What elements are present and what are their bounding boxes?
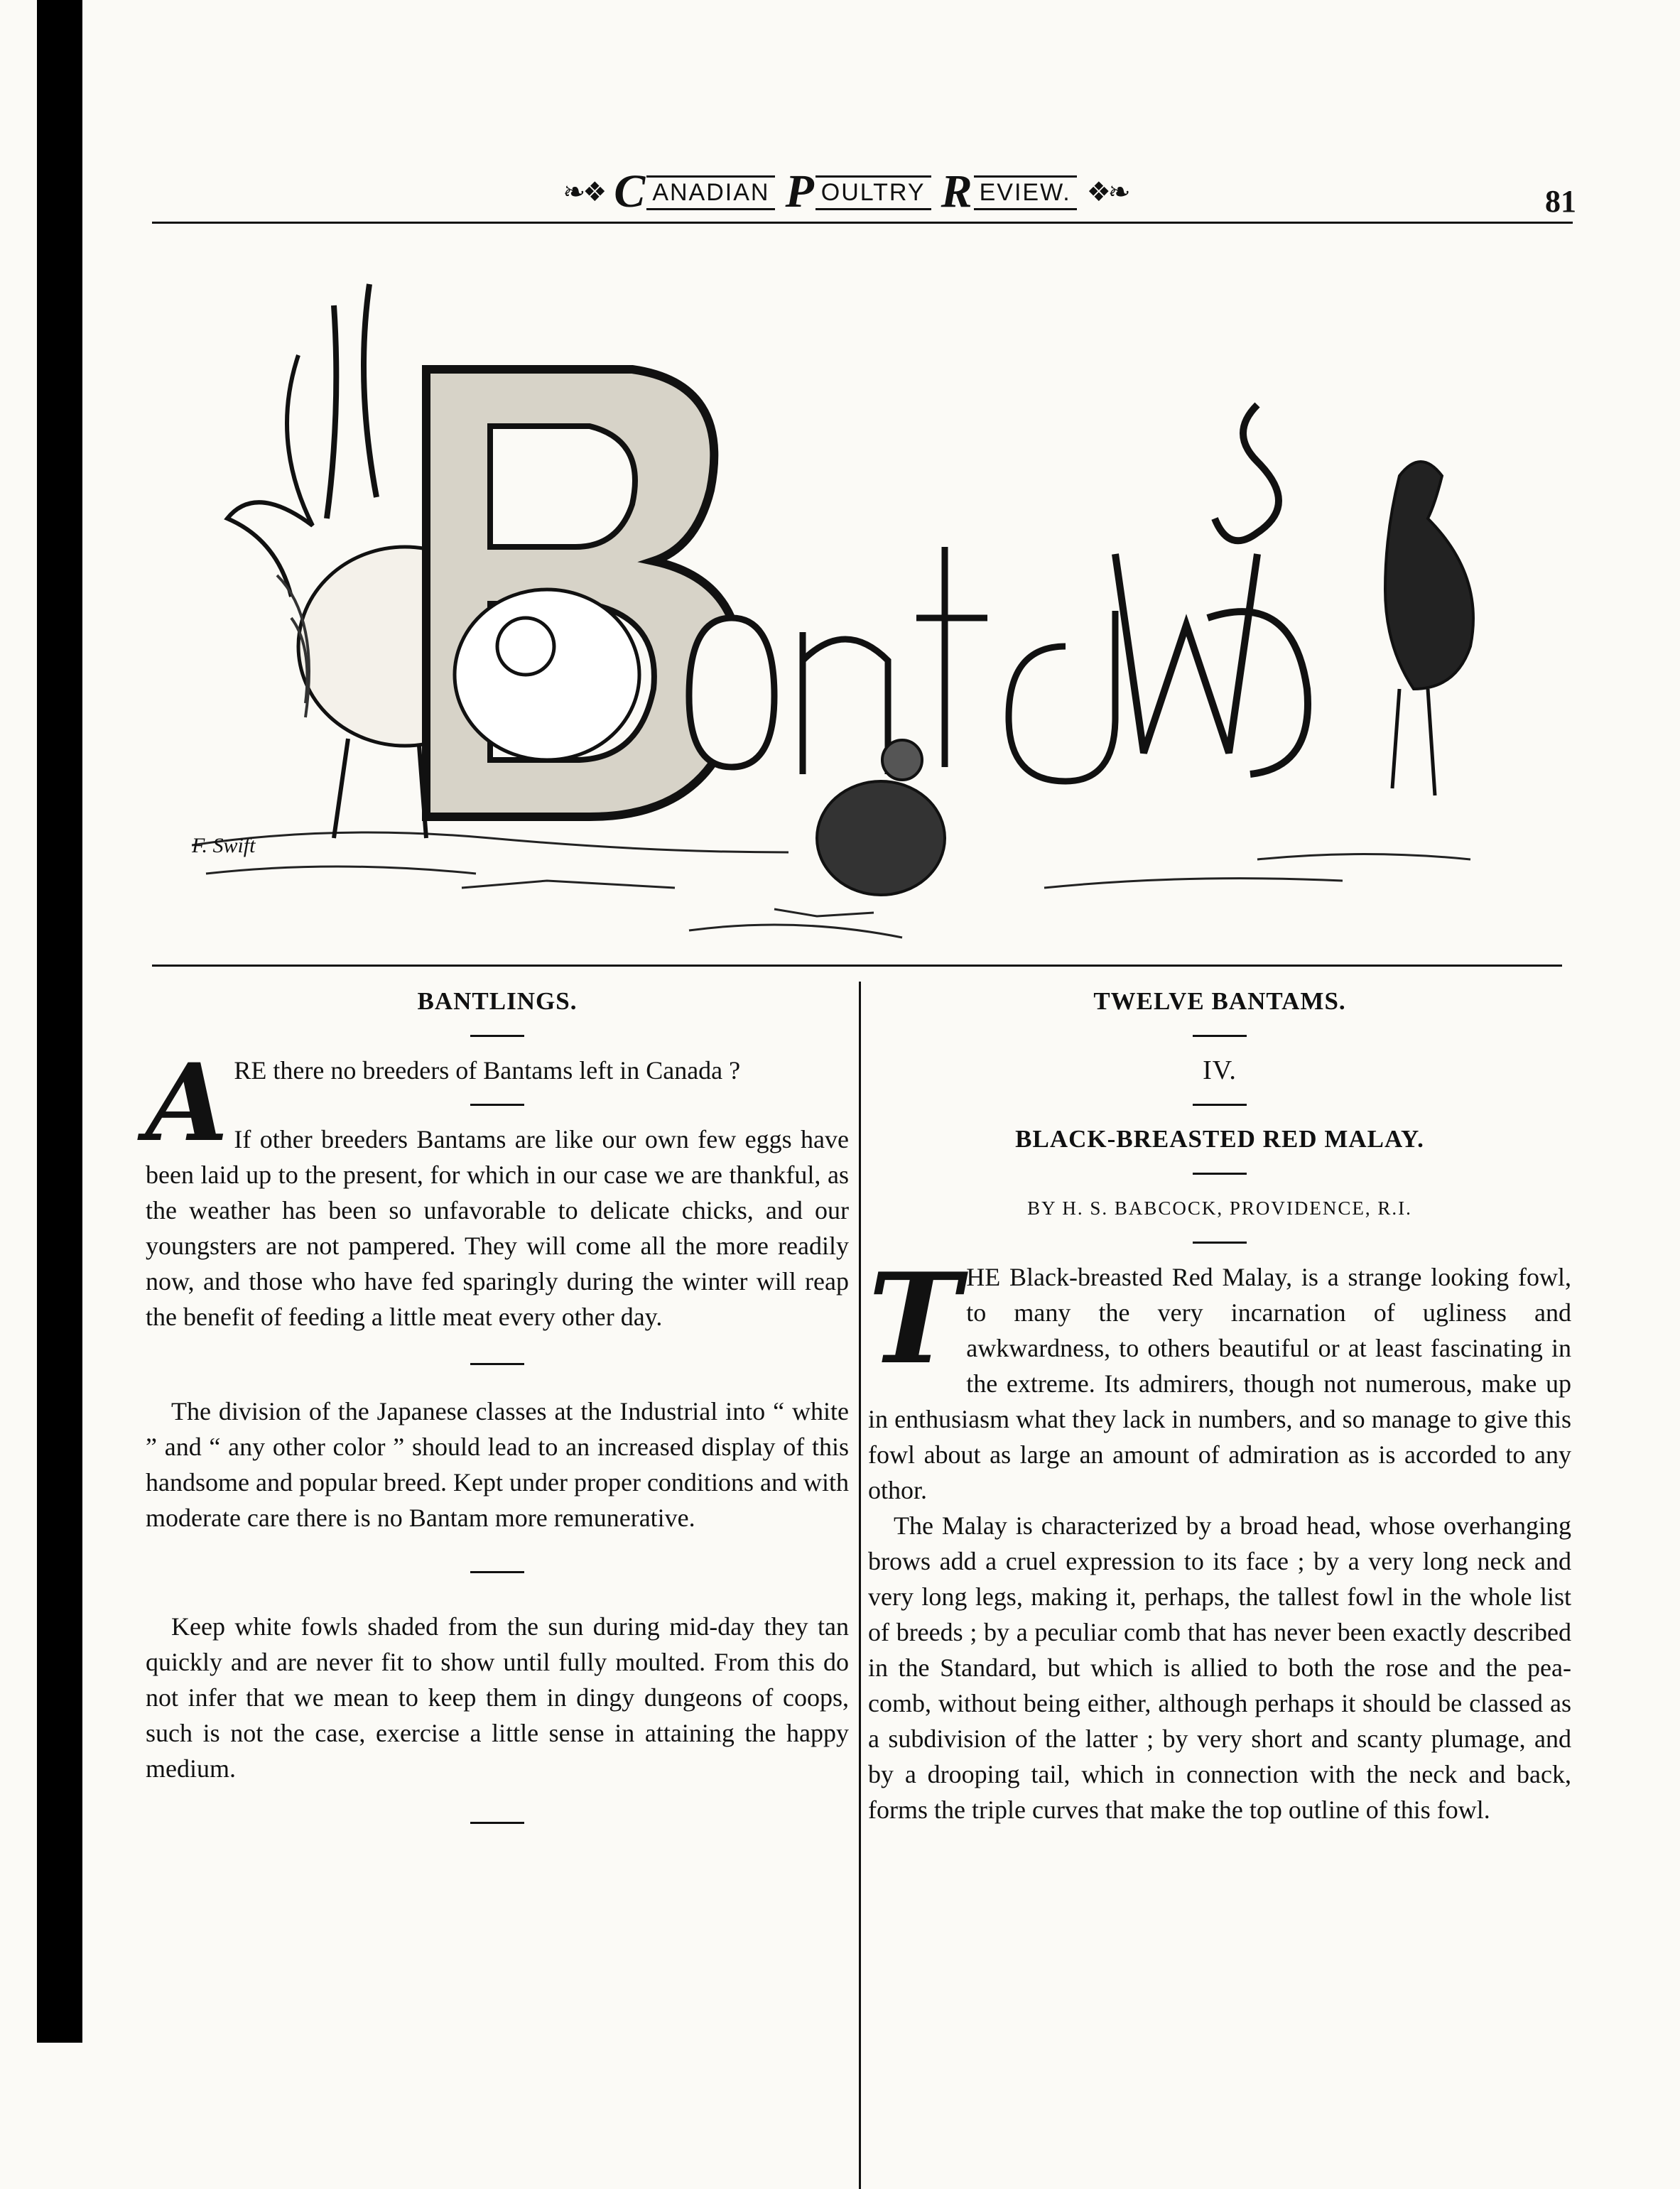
artist-signature: F. Swift [192, 834, 256, 857]
part-numeral: IV. [1203, 1055, 1237, 1085]
byline: BY H. S. BABCOCK, PROVIDENCE, R.I. [1027, 1197, 1412, 1219]
left-column [146, 984, 849, 1859]
drop-cap: A [146, 1041, 229, 1166]
article-heading: BANTLINGS. [417, 987, 578, 1015]
section-dash [1193, 1104, 1247, 1106]
section-dash [470, 1571, 524, 1573]
malay-fowl-icon [1385, 462, 1473, 795]
paragraph-text: HE Black-breasted Red Malay, is a strange looking fowl, to many the very incarnation of ugliness and awkwardness, to others beautiful or at least fascinating in the extreme. Its admirers, though not numerous, make up in enthusiasm what they lack in numbers, and so manage to give this fowl about as large an amount of admiration as is accorded to any othor. [868, 1263, 1571, 1504]
header-rule [152, 222, 1573, 224]
article-heading: TWELVE BANTAMS. [1093, 987, 1346, 1015]
masthead-initial: R [941, 165, 972, 217]
section-dash [470, 1363, 524, 1365]
masthead-word-poultry [785, 165, 931, 217]
first-line: RE there no breeders of Bantams left in Canada ? [234, 1056, 741, 1085]
right-column [868, 984, 1571, 1827]
hen-icon [455, 590, 639, 760]
section-dash [470, 1822, 524, 1824]
drop-cap: T [868, 1246, 961, 1392]
letters-m-s-icon [1115, 405, 1308, 774]
paragraph: Keep white fowls shaded from the sun during mid-day they tan quickly and are never fit to show until fully moulted. From this do not infer that we mean to keep them in dingy dungeons of coops, such is not the case, exercise a little sense in attaining the happy medium. [146, 1612, 849, 1783]
paragraph: The Malay is characterized by a broad head, whose overhanging brows add a cruel expression to its face ; by a very long neck and very long legs, making it, perhaps, the tallest fowl in the whole list of breeds ; by a peculiar comb that has never been exactly described in the Standard, but which is allied to both the rose and the pea-comb, without being either, although perhaps it should be classed as a subdivision of the latter ; by very short and scanty plumage, and by a drooping tail, which in connection with the neck and back, forms the triple curves that make the top outline of this fowl. [868, 1511, 1571, 1824]
section-dash [1193, 1035, 1247, 1037]
masthead-word-rest: OULTRY [815, 175, 931, 210]
bantams-illustration [192, 249, 1556, 952]
page-number: 81 [1545, 184, 1576, 219]
masthead-initial: P [785, 165, 814, 217]
paragraph [868, 1246, 1571, 1508]
section-dash [1193, 1173, 1247, 1175]
article-subheading: BLACK-BREASTED RED MALAY. [1015, 1125, 1424, 1153]
masthead [563, 165, 1128, 217]
column-divider [859, 982, 861, 2189]
scan-edge-bar [37, 0, 82, 2043]
section-dash [470, 1035, 524, 1037]
paragraph: The division of the Japanese classes at the Industrial into “ white ” and “ any other color ” should lead to an increased display of this handsome and popular breed. Kept under proper conditions and with moderate care there is no Bantam more remunerative. [146, 1397, 849, 1532]
masthead-word-rest: EVIEW. [974, 175, 1077, 210]
masthead-word-rest: ANADIAN [646, 175, 775, 210]
masthead-word-canadian [614, 165, 775, 217]
masthead-word-review [941, 165, 1077, 217]
ornament-left-icon: ❧❖ [563, 176, 605, 207]
section-rule [152, 965, 1562, 967]
masthead-initial: C [614, 165, 646, 217]
opening-paragraph [146, 1041, 849, 1166]
paragraph: If other breeders Bantams are like our own few eggs have been laid up to the present, for which in our case we are thankful, as the weather has been so unfavorable to delicate chicks, and our youngsters are not pampered. They will come all the more readily now, and those who have fed sparingly during the winter will reap the benefit of feeding a little meat every other day. [146, 1125, 849, 1331]
ornament-right-icon: ❖❧ [1086, 176, 1128, 207]
section-dash [1193, 1242, 1247, 1244]
section-dash [470, 1104, 524, 1106]
